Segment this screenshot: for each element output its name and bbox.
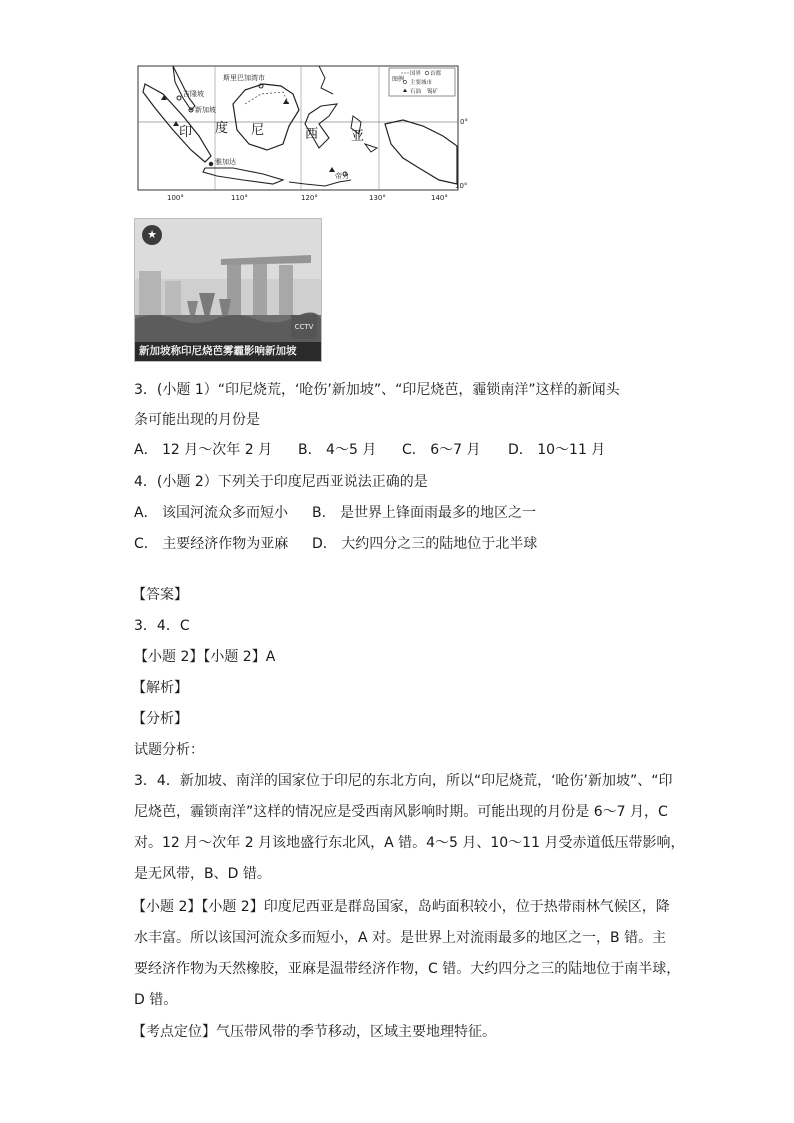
analysis-p2-line-3: 要经济作物为天然橡胶，亚麻是温带经济作物，C 错。大约四分之三的陆地位于南半球， [134, 961, 681, 977]
country-char-1: 印 [179, 125, 193, 140]
kaodian-line: 【考点定位】气压带风带的季节移动，区域主要地理特征。 [132, 1024, 496, 1040]
analysis-p2-line-1: 【小题 2】【小题 2】印度尼西亚是群岛国家，岛屿面积较小，位于热带雨林气候区，降 [132, 899, 670, 915]
analysis-p2-line-2: 水丰富。所以该国河流众多而短小，A 对。是世界上对流雨最多的地区之一，B 错。主 [134, 930, 667, 946]
q4-option-d: D． 大约四分之三的陆地位于北半球 [312, 536, 538, 552]
jakarta-dot [209, 162, 213, 166]
country-char-2: 度 [215, 121, 229, 136]
answer-heading: 【答案】 [132, 587, 188, 603]
q4-option-b: B． 是世界上锋面雨最多的地区之一 [312, 505, 537, 521]
indonesia-map [133, 64, 468, 204]
q3-line-2: 条可能出现的月份是 [134, 412, 260, 428]
map-svg [133, 64, 468, 204]
jakarta-label: 雅加达 [215, 158, 236, 166]
haze-photo-scene [135, 219, 321, 361]
analysis-p1-line-4: 是无风带，B、D 错。 [134, 866, 271, 882]
legend-capital: 首都 [430, 71, 442, 77]
analysis-p1-line-2: 尼烧芭，霾锁南洋”这样的情况应是受西南风影响时期。可能出现的月份是 6～7 月，C [134, 804, 668, 820]
country-char-5: 亚 [351, 129, 365, 144]
lon-tick-100: 100° [167, 194, 184, 202]
q3-line-1: 3．(小题 1）“印尼烧荒，‘呛伤’新加坡”、“印尼烧芭，霾锁南洋”这样的新闻头 [134, 382, 620, 398]
q4-options-row-1 [134, 503, 536, 523]
analysis-p1-line-3: 对。12 月～次年 2 月该地盛行东北风，A 错。4～5 月、10～11 月受赤道低压带影响， [134, 835, 685, 851]
q4-option-a: A． 该国河流众多而短小 [134, 505, 289, 521]
lon-tick-120: 120° [301, 194, 318, 202]
lon-tick-110: 110° [231, 194, 248, 202]
q4-option-c: C． 主要经济作物为亚麻 [134, 536, 289, 552]
legend-title: 图例 [392, 76, 405, 83]
q3-option-b: B． 4～5 月 [298, 442, 377, 458]
singapore-label: 新加坡 [195, 106, 216, 114]
country-char-3: 尼 [251, 123, 265, 138]
answer-line-2: 【小题 2】【小题 2】A [134, 649, 276, 665]
analysis-heading: 【解析】 [132, 680, 188, 696]
haze-photo [134, 218, 322, 362]
q4-line: 4．(小题 2）下列关于印度尼西亚说法正确的是 [134, 474, 428, 490]
lon-tick-130: 130° [369, 194, 386, 202]
analysis-sub-heading: 【分析】 [132, 711, 188, 727]
lat-tick-0: 0° [460, 118, 468, 126]
news-logo: ★ [142, 225, 162, 245]
q3-option-d: D． 10～11 月 [508, 442, 606, 458]
legend-tin: 锡矿 [427, 89, 439, 95]
analysis-p1-line-1: 3．4．新加坡、南洋的国家位于印尼的东北方向，所以“印尼烧荒，‘呛伤’新加坡”、“印 [134, 773, 673, 789]
channel-badge: CCTV [291, 315, 317, 339]
q4-options-row-2 [134, 534, 537, 554]
bandar-label: 斯里巴加湾市 [223, 74, 265, 82]
analysis-p2-line-4: D 错。 [134, 992, 178, 1008]
dili-label: 帝力 [335, 172, 349, 180]
lat-tick-10: 10° [455, 182, 468, 190]
q3-options [134, 440, 605, 460]
kuala-lumpur-label: 吉隆坡 [183, 90, 204, 98]
q3-option-c: C． 6～7 月 [402, 442, 481, 458]
legend-border: 国界 [410, 71, 422, 77]
legend-city: 主要城市 [410, 80, 433, 86]
answer-line-1: 3．4．C [134, 618, 190, 634]
lon-tick-140: 140° [431, 194, 448, 202]
country-char-4: 西 [305, 127, 319, 142]
photo-caption: 新加坡称印尼烧芭雾霾影响新加坡 [135, 342, 321, 361]
q3-option-a: A． 12 月～次年 2 月 [134, 442, 273, 458]
analysis-intro: 试题分析： [134, 742, 204, 758]
legend-oil: 石油 [410, 89, 422, 95]
